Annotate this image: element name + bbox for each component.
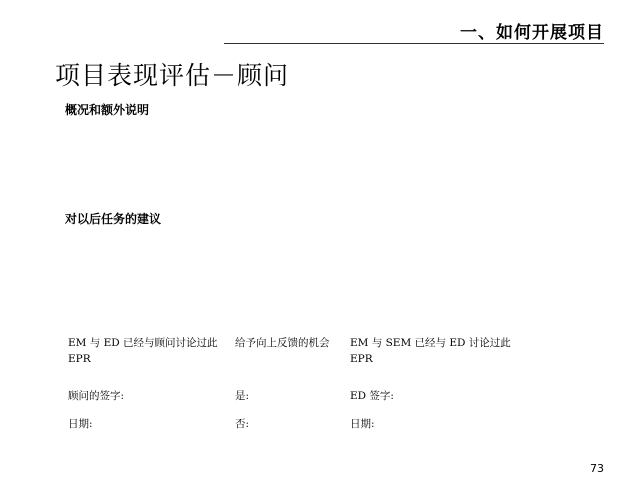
consultant-date-label: 日期: — [68, 418, 93, 430]
statement-line: EM 与 ED 已经与顾问讨论过此 — [68, 337, 218, 349]
em-sem-discussed-statement — [350, 335, 511, 367]
page-number: 73 — [590, 462, 604, 475]
em-ed-discussed-statement — [68, 335, 218, 367]
upward-feedback-statement: 给予向上反馈的机会 — [235, 337, 330, 349]
consultant-signature-label: 顾问的签字: — [68, 390, 125, 402]
section-title: 一、如何开展项目 — [460, 23, 604, 43]
statement-line: EPR — [350, 353, 373, 365]
overview-heading: 概况和额外说明 — [65, 103, 150, 117]
header-divider — [224, 43, 604, 44]
suggestions-heading: 对以后任务的建议 — [65, 212, 162, 226]
statement-line: EM 与 SEM 已经与 ED 讨论过此 — [350, 337, 511, 349]
ed-signature-label: ED 签字: — [350, 390, 394, 402]
statement-line: EPR — [68, 353, 91, 365]
page-title: 项目表现评估－顾问 — [55, 61, 290, 90]
yes-label: 是: — [235, 390, 250, 402]
ed-date-label: 日期: — [350, 418, 375, 430]
no-label: 否: — [235, 418, 250, 430]
